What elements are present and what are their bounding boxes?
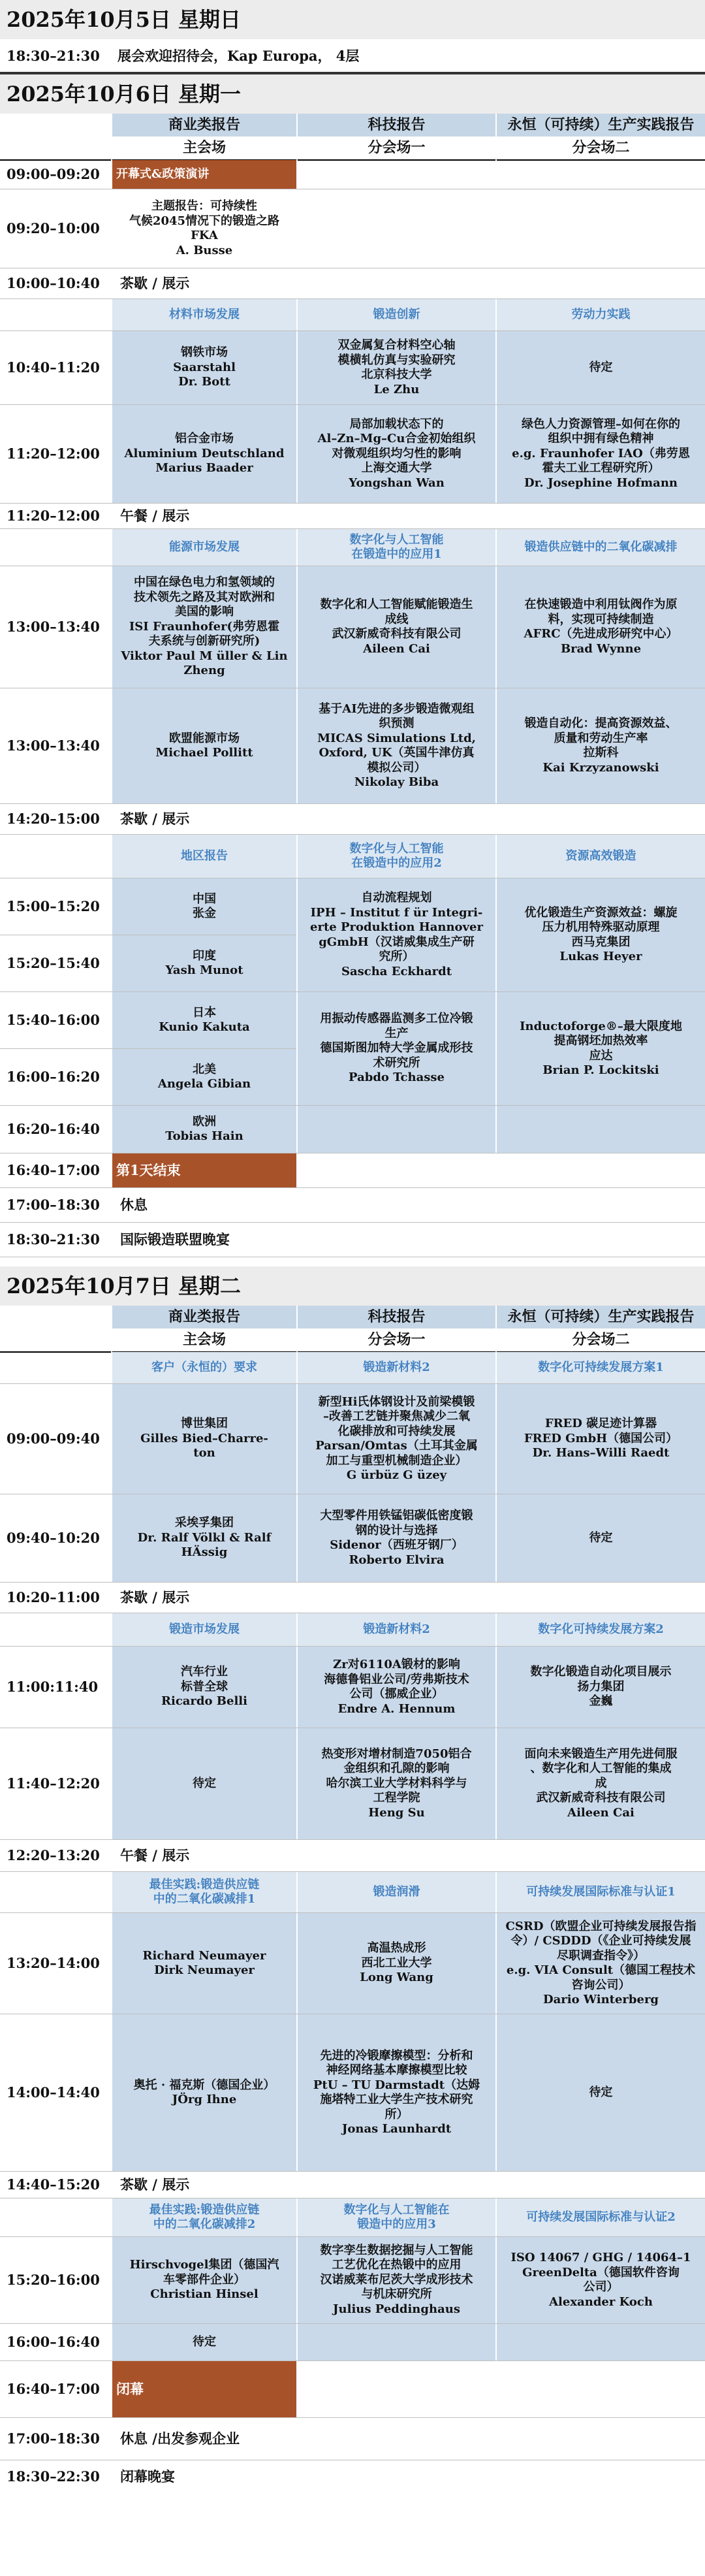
talk: 锻造自动化：提高资源效益、 质量和劳动生产率 拉斯科 Kai Krzyzanowski [495,688,705,803]
talk: 采埃孚集团 Dr. Ralf Völkl & Ralf HÄssig [111,1494,296,1582]
schedule-row [0,2360,705,2417]
session-header-row [0,834,705,878]
time-label: 09:00–09:40 [7,1430,100,1447]
session-header-row [0,1351,705,1383]
talk: 面向未来锻造生产用先进伺服 、数字化和人工智能的集成 成 武汉新威奇科技有限公司 Aileen Cai [495,1728,705,1839]
session-title: 可持续发展国际标准与认证1 [495,1872,705,1912]
time-label: 16:20–16:40 [7,1120,100,1137]
time-label: 11:20–12:00 [7,507,100,524]
schedule-row [0,1153,705,1187]
day-title-oct6: 2025年10月6日 星期一 [0,72,705,114]
schedule-row [0,189,705,268]
talk: 欧洲 Tobias Hain [111,1106,296,1153]
session-header-row [0,1613,705,1646]
track-business: 商业类报告 主会场 [111,1306,296,1351]
schedule-block [0,878,705,991]
talk: 中国 张金 [111,878,296,935]
session-title: 数字化与人工智能在 锻造中的应用3 [296,2198,495,2236]
talk: FRED 碳足迹计算器 FRED GmbH（德国公司） Dr. Hans–Willi Raedt [495,1384,705,1494]
time-label: 16:00–16:20 [7,1068,100,1085]
schedule-row [0,404,705,503]
time-label: 10:00–10:40 [7,274,100,291]
talk: ISO 14067 / GHG / 14064–1 GreenDelta（德国软件咨询 公司） Alexander Koch [495,2237,705,2323]
session-header-row [0,2198,705,2236]
talk: 双金属复合材料空心轴 模横轧仿真与实验研究 北京科技大学 Le Zhu [296,331,495,404]
break-row [0,503,705,528]
break-label: 休息 /出发参观企业 [111,2418,503,2460]
break-row [0,2460,705,2493]
time-label: 11:20–12:00 [7,445,100,462]
session-title: 劳动力实践 [495,299,705,330]
talk: 局部加载状态下的 Al–Zn–Mg–Cu合金初始组织 对微观组织均匀性的影响 上海交通大学 Yongshan Wan [296,405,495,503]
time-label: 16:40–17:00 [7,1161,100,1178]
session-title: 地区报告 [111,835,296,878]
header-spacer [0,114,111,159]
time-label: 14:00–14:40 [7,2084,100,2101]
time-label: 15:00–15:20 [7,897,100,914]
talk: 汽车行业 标普全球 Ricardo Belli [111,1647,296,1728]
track-business: 商业类报告 主会场 [111,114,296,159]
track-tech: 科技报告 分会场一 [296,1306,495,1351]
talk: 先进的冷锻摩擦模型：分析和 神经网络基本摩擦模型比较 PtU – TU Darmstadt（达姆 施塔特工业大学生产技术研究 所） Jonas Launhardt [296,2014,495,2171]
schedule-row [0,688,705,803]
session-title: 数字化可持续发展方案2 [495,1613,705,1646]
talk: 待定 [495,2014,705,2171]
schedule-row [0,159,705,189]
talk: 印度 Yash Munot [111,935,296,991]
opening-session: 开幕式&政策演讲 [111,160,296,189]
break-row [0,2171,705,2198]
time-label: 17:00–18:30 [7,1196,100,1213]
talk: CSRD（欧盟企业可持续发展报告指 令）/ CSDDD（《企业可持续发展 尽职调查指令》） e.g. VIA Consult（德国工程技术 咨询公司） Dario Winterberg [495,1913,705,2014]
time-label: 09:40–10:20 [7,1529,100,1546]
break-label: 国际锻造联盟晚宴 [111,1223,503,1257]
time-label: 15:20–15:40 [7,954,100,971]
schedule-row [0,2236,705,2323]
schedule-row [0,2323,705,2360]
break-label: 休息 [111,1188,296,1222]
break-label: 茶歇 / 展示 [111,1583,296,1613]
talk: 基于AI先进的多步锻造微观组 织预测 MICAS Simulations Ltd, Oxford, UK（英国牛津仿真 模拟公司） Nikolay Biba [296,688,495,803]
schedule-row [0,1912,705,2014]
break-row [0,1582,705,1613]
time-label: 17:00–18:30 [7,2430,100,2447]
session-title: 锻造创新 [296,299,495,330]
break-label: 午餐 / 展示 [111,504,296,528]
session-title: 锻造供应链中的二氧化碳减排 [495,529,705,566]
talk: 中国在绿色电力和氢领域的 技术领先之路及其对欧洲和 美国的影响 ISI Fraunhofer(弗劳恩霍 夫系统与创新研究所) Viktor Paul M üller & Lin Zheng [111,566,296,688]
session-title: 锻造市场发展 [111,1613,296,1646]
talk: 待定 [495,331,705,404]
track-sustain: 永恒（可持续）生产实践报告 分会场二 [495,1306,705,1351]
break-row [0,2417,705,2460]
break-label: 午餐 / 展示 [111,1840,296,1871]
time-label: 18:30–21:30 [7,1231,100,1248]
track-header [0,114,705,159]
break-row [0,1839,705,1871]
time-label: 14:20–15:00 [7,810,100,827]
time-label: 09:00–09:20 [7,165,100,182]
welcome-row [0,39,705,72]
session-title: 最佳实践:锻造供应链 中的二氧化碳减排1 [111,1872,296,1912]
time-label: 18:30–21:30 [7,47,100,64]
time-label: 11:40–12:20 [7,1775,100,1792]
talk: 大型零件用铁锰铝碳低密度锻 钢的设计与选择 Sidenor（西班牙钢厂） Roberto Elvira [296,1494,495,1582]
talk: 待定 [111,2324,296,2360]
schedule-row [0,330,705,404]
time-label: 13:00–13:40 [7,737,100,754]
day-title-oct7: 2025年10月7日 星期二 [0,1266,705,1306]
talk: 优化锻造生产资源效益：螺旋 压力机用特殊驱动原理 西马克集团 Lukas Heyer [495,878,705,991]
time-label: 18:30–22:30 [7,2468,100,2485]
schedule-row [0,1105,705,1153]
time-label: 12:20–13:20 [7,1846,100,1863]
talk: 待定 [111,1728,296,1839]
talk: Hirschvogel集团（德国汽 车零部件企业） Christian Hinsel [111,2237,296,2323]
talk: Inductoforge®–最大限度地 提高钢坯加热效率 应达 Brian P. Lockitski [495,992,705,1105]
session-header-row [0,528,705,566]
talk: 自动流程规划 IPH – Institut f ür Integri- erte Produktion Hannover gGmbH（汉诺威集成生产研 究所） Sascha Eckhardt [296,878,495,991]
header-spacer [0,1306,111,1351]
schedule-row [0,1646,705,1728]
time-label: 10:20–11:00 [7,1588,100,1605]
time-label: 16:40–17:00 [7,2380,100,2397]
break-row [0,1187,705,1222]
time-label: 09:20–10:00 [7,219,100,236]
day-end: 第1天结束 [111,1153,296,1187]
talk: 欧盟能源市场 Michael Pollitt [111,688,296,803]
talk: 奥托 · 福克斯（德国企业） JÖrg Ihne [111,2014,296,2171]
session-title: 锻造新材料2 [296,1352,495,1383]
session-title: 可持续发展国际标准与认证2 [495,2198,705,2236]
closing-session: 闭幕 [111,2361,296,2417]
event-text: 展会欢迎招待会，Kap Europa， 4层 [118,48,360,64]
talk: 用振动传感器监测多工位冷锻 生产 德国斯图加特大学金属成形技 术研究所 Pabdo Tchasse [296,992,495,1105]
break-label: 茶歇 / 展示 [111,2172,296,2198]
session-title: 最佳实践:锻造供应链 中的二氧化碳减排2 [111,2198,296,2236]
session-title: 材料市场发展 [111,299,296,330]
session-title: 锻造润滑 [296,1872,495,1912]
session-title: 资源高效锻造 [495,835,705,878]
talk: 北美 Angela Gibian [111,1049,296,1105]
talk: Zr对6110A锻材的影响 海德鲁铝业公司/劳弗斯技术 公司（挪威企业） Endre A. Hennum [296,1647,495,1728]
talk: Richard Neumayer Dirk Neumayer [111,1913,296,2014]
talk: 高温热成形 西北工业大学 Long Wang [296,1913,495,2014]
session-header-row [0,298,705,330]
break-label: 闭幕晚宴 [111,2460,296,2493]
session-title: 锻造新材料2 [296,1613,495,1646]
schedule-row [0,1728,705,1839]
break-row [0,268,705,298]
time-label: 16:00–16:40 [7,2333,100,2350]
session-title: 数字化与人工智能 在锻造中的应用2 [296,835,495,878]
keynote: 主题报告：可持续性 气候2045情况下的锻造之路 FKA A. Busse [111,189,296,268]
time-label: 15:40–16:00 [7,1011,100,1028]
talk: 数字化锻造自动化项目展示 扬力集团 金巍 [495,1647,705,1728]
talk: 铝合金市场 Aluminium Deutschland Marius Baader [111,405,296,503]
time-label: 15:20–16:00 [7,2271,100,2288]
track-sustain: 永恒（可持续）生产实践报告 分会场二 [495,114,705,159]
schedule-row [0,1494,705,1582]
time-label: 14:40–15:20 [7,2176,100,2193]
time-label: 11:00:11:40 [7,1678,99,1695]
schedule-row [0,2014,705,2171]
talk: 钢铁市场 Saarstahl Dr. Bott [111,331,296,404]
session-title: 客户（永恒的）要求 [111,1352,296,1383]
track-header [0,1306,705,1351]
break-label: 茶歇 / 展示 [111,804,296,834]
talk: 待定 [495,1494,705,1582]
talk: 在快速锻造中利用钛阀作为原 料，实现可持续制造 AFRC（先进成形研究中心） Brad Wynne [495,566,705,688]
time-label: 13:20–14:00 [7,1954,100,1971]
schedule-row [0,1383,705,1494]
time-label: 13:00–13:40 [7,618,100,635]
talk: 数字孪生数据挖掘与人工智能 工艺优化在热锻中的应用 汉诺威莱布尼茨大学成形技术 与机床研究所 Julius Peddinghaus [296,2237,495,2323]
schedule-row [0,566,705,688]
track-tech: 科技报告 分会场一 [296,114,495,159]
talk: 数字化和人工智能赋能锻造生 成线 武汉新威奇科技有限公司 Aileen Cai [296,566,495,688]
talk: 绿色人力资源管理–如何在你的 组织中拥有绿色精神 e.g. Fraunhofer IAO（弗劳恩 霍夫工业工程研究所） Dr. Josephine Hofmann [495,405,705,503]
talk: 新型Hi氏体钢设计及前梁模锻 –改善工艺链并聚焦减少二氧 化碳排放和可持续发展 Parsan/Omtas（土耳其金属 加工与重型机械制造企业） G ürbüz G üzey [296,1384,495,1494]
schedule-block [0,991,705,1105]
session-title: 数字化可持续发展方案1 [495,1352,705,1383]
break-row [0,803,705,834]
day-title-oct5: 2025年10月5日 星期日 [0,0,705,39]
session-title: 能源市场发展 [111,529,296,566]
session-title: 数字化与人工智能 在锻造中的应用1 [296,529,495,566]
talk: 博世集团 Gilles Bied–Charre- ton [111,1384,296,1494]
session-header-row [0,1871,705,1912]
time-label: 10:40–11:20 [7,359,100,376]
talk: 日本 Kunio Kakuta [111,992,296,1048]
break-row [0,1222,705,1257]
break-label: 茶歇 / 展示 [111,268,296,298]
talk: 热变形对增材制造7050铝合 金组织和孔隙的影响 哈尔滨工业大学材料科学与 工程学院 Heng Su [296,1728,495,1839]
